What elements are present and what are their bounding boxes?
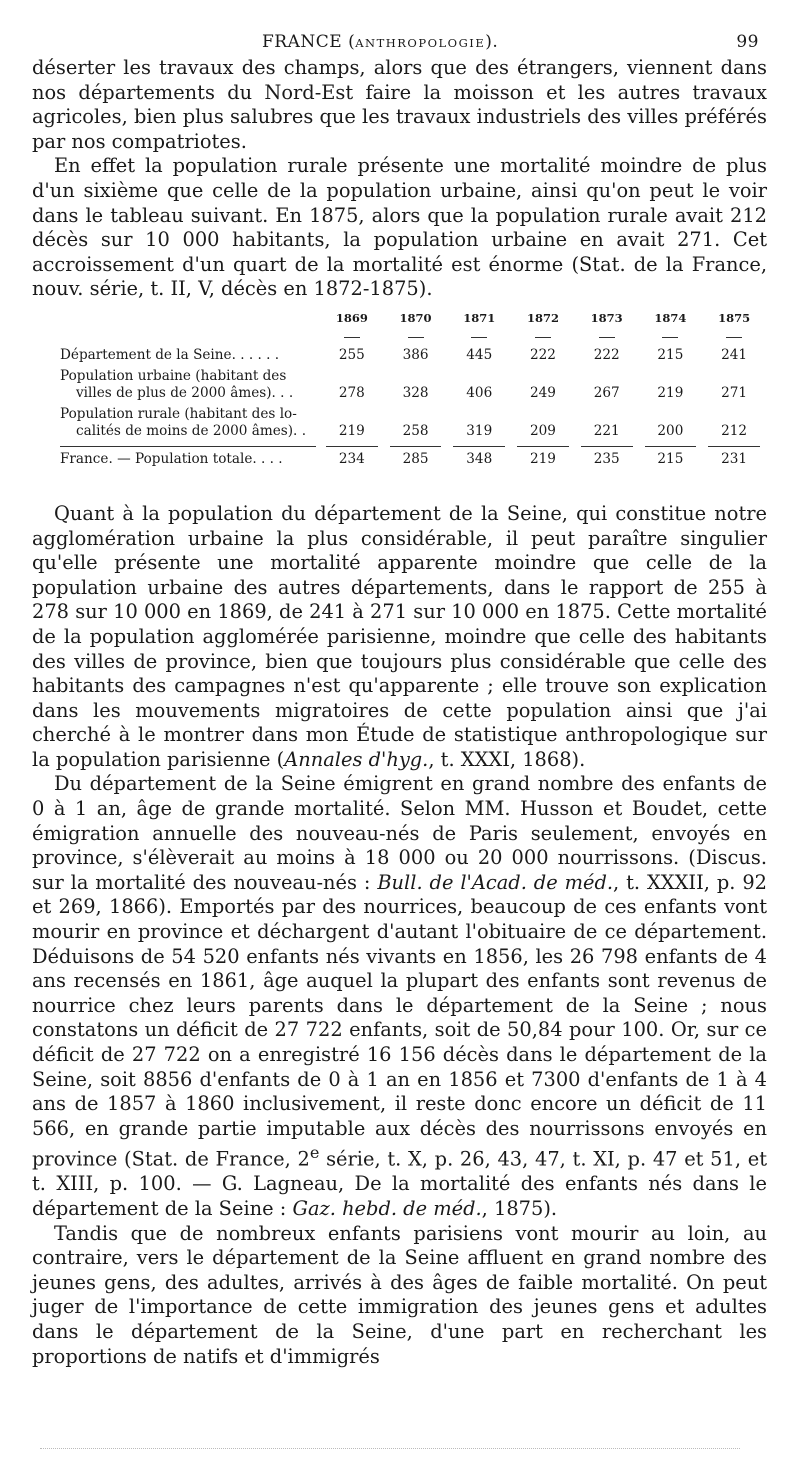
page-number: 99 [736,32,759,52]
table-cell: 219 [529,450,556,467]
year-header: 1870 [399,310,432,325]
running-header [32,30,767,56]
table-cell: 328 [402,384,429,401]
table-cell: 231 [721,450,748,467]
running-title-smallcaps: ANTHROPOLOGIE [355,36,486,50]
document-page [32,30,767,1369]
year-header: 1872 [526,310,559,325]
table-cell: 215 [657,450,684,467]
table-cell: 222 [529,346,556,363]
table-cell: 212 [721,422,748,439]
year-header: 1874 [654,310,687,325]
table-cell: 200 [657,422,684,439]
year-header: 1873 [590,310,623,325]
table-cell: 255 [338,346,365,363]
table-cell: 319 [466,422,493,439]
table-cell: 249 [529,384,556,401]
table-header-row [60,310,766,329]
table-cell: 234 [338,450,365,467]
paragraph-4: Du département de la Seine émigrent en grand nombre des enfants de 0 à 1 an, âge de grande mortalité. Selon MM. Husson et Boudet, cette émigration annuelle des nouveau-nés de Paris seulement, envoyés en province, s'élèverait au moins à 18 000 ou 20 000 nourrissons. (Discus. sur la mortalité des nouveau-nés : Bull. de l'Acad. de méd., t. XXXII, p. 92 et 269, 1866). Emportés par des nourrices, beaucoup de ces enfants vont mourir en province et déchargent d'autant l'obituaire de ce département. Déduisons de 54 520 enfants nés vivants en 1856, les 26 798 enfants de 4 ans recensés en 1861, âge auquel la plupart des enfants sont revenus de nourrice chez leurs parents dans le département de la Seine ; nous constatons un déficit de 27 722 enfants, soit de 50,84 pour 100. Or, sur ce déficit de 27 722 on a enregistré 16 156 décès dans le département de la Seine, soit 8856 d'enfants de 0 à 1 an en 1856 et 7300 d'enfants de 1 à 4 ans de 1857 à 1860 inclusivement, il reste donc encore un déficit de 11 566, en grande partie imputable aux décès des nourrissons envoyés en province (Stat. de France, 2e série, t. X, p. 26, 43, 47, t. XI, p. 47 et 51, et t. XIII, p. 100. — G. Lagneau, De la mortalité des enfants nés dans le département de la Seine : Gaz. hebd. de méd., 1875). [32,772,767,1221]
year-header: 1875 [718,310,751,325]
paragraph-5: Tandis que de nombreux enfants parisiens vont mourir au loin, au contraire, vers le département de la Seine affluent en grand nombre des jeunes gens, des adultes, arrivés à des âges de faible mortalité. On peut juger de l'importance de cette immigration des jeunes gens et adultes dans le département de la Seine, d'une part en recherchant les proportions de natifs et d'immigrés [32,1221,767,1368]
table-cell: 241 [721,346,748,363]
year-header: 1869 [335,310,368,325]
table-total-row [60,449,766,468]
table-cell: 267 [593,384,620,401]
mortality-table [60,310,766,468]
table-cell: 221 [593,422,620,439]
table-cell: 209 [529,422,556,439]
table-cell: 215 [657,346,684,363]
table-cell: 386 [402,346,429,363]
header-dash-row [60,329,766,347]
row-label: Population rurale (habitant des lo- calités de moins de 2000 âmes). . [60,405,307,439]
year-header: 1871 [463,310,496,325]
table-cell: 235 [593,450,620,467]
table-row [60,406,766,444]
table-cell: 222 [593,346,620,363]
paragraph-3: Quant à la population du département de la Seine, qui constitue notre agglomération urbaine la plus considérable, il peut paraître singulier qu'elle présente une mortalité apparente moindre que celle de la population urbaine des autres départements, dans le rapport de 255 à 278 sur 10 000 en 1869, de 241 à 271 sur 10 000 en 1875. Cette mortalité de la population agglomérée parisienne, moindre que celle des habitants des villes de province, bien que toujours plus considérable que celle des habitants des campagnes n'est qu'apparente ; elle trouve son explication dans les mouvements migratoires de cette population ainsi que j'ai cherché à le montrer dans mon Étude de statistique anthropologique sur la population parisienne (Annales d'hyg., t. XXXI, 1868). [32,501,767,771]
table-cell: 445 [466,346,493,363]
row-label: Département de la Seine. . . . . . [60,346,280,363]
running-title: FRANCE (ANTHROPOLOGIE). [262,32,499,52]
table-cell: 219 [338,422,365,439]
table-row [60,368,766,406]
scan-footer-dots [40,1448,740,1453]
table-cell: 348 [466,450,493,467]
row-label: Population urbaine (habitant des villes de plus de 2000 âmes). . . [60,367,294,401]
table-cell: 271 [721,384,748,401]
paragraph-1: déserter les travaux des champs, alors que des étrangers, viennent dans nos départements du Nord-Est faire la moisson et les autres travaux agricoles, bien plus salubres que les travaux industriels des villes préférés par nos compatriotes. [32,56,767,153]
table-row [60,347,766,368]
paragraph-2: En effet la population rurale présente une mortalité moindre de plus d'un sixième que celle de la population urbaine, ainsi qu'on peut le voir dans le tableau suivant. En 1875, alors que la population rurale avait 212 décès sur 10 000 habitants, la population urbaine en avait 271. Cet accroissement d'un quart de la mortalité est énorme (Stat. de la France, nouv. série, t. II, V, décès en 1872-1875). [32,154,767,301]
table-cell: 406 [466,384,493,401]
table-cell: 285 [402,450,429,467]
table-cell: 278 [338,384,365,401]
table-cell: 219 [657,384,684,401]
table-cell: 258 [402,422,429,439]
row-label: France. — Population totale. . . . [60,450,283,467]
